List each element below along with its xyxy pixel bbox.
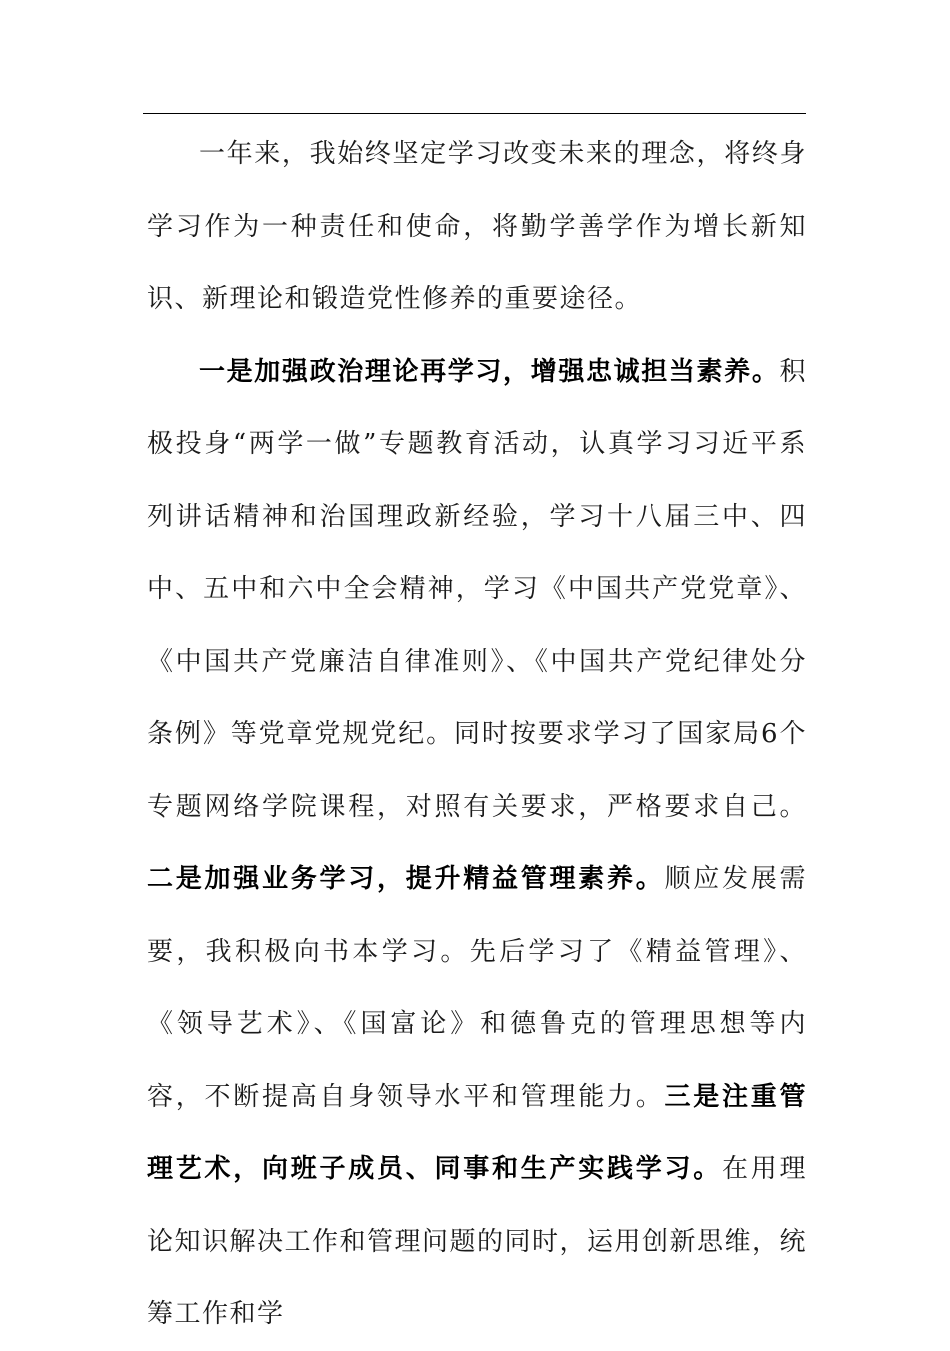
- point-one-text: 积极投身“两学一做”专题教育活动，认真学习习近平系列讲话精神和治国理政新经验，学习十八届三中、四中、五中和六中全会精神，学习《中国共产党党章》、《中国共产党廉洁自律准则》、《中国共产党纪律处分条例》等党章党规党纪。同时按要求学习了国家局6个专题网络学院课程，对照有关要求，严格要求自己。: [147, 356, 807, 822]
- paragraph-intro-text: 一年来，我始终坚定学习改变未来的理念，将终身学习作为一种责任和使命，将勤学善学作为增长新知识、新理论和锻造党性修养的重要途径。: [147, 139, 807, 314]
- paragraph-intro: [147, 118, 807, 336]
- paragraph-study-points: [147, 336, 807, 1351]
- point-three-heading: 三是注重管理艺术，向班子成员、同事和生产实践学习。: [147, 1081, 807, 1184]
- point-two-heading: 二是加强业务学习，提升精益管理素养。: [147, 864, 665, 894]
- point-three-text: 在用理论知识解决工作和管理问题的同时，运用创新思维，统筹工作和学: [147, 1154, 808, 1329]
- document-body: [147, 118, 807, 1351]
- point-two-text: 顺应发展需要，我积极向书本学习。先后学习了《精益管理》、《领导艺术》、《国富论》和德鲁克的管理思想等内容，不断提高自身领导水平和管理能力。: [147, 864, 807, 1112]
- header-rule: [143, 113, 806, 114]
- point-one-heading: 一是加强政治理论再学习，增强忠诚担当素养。: [199, 356, 780, 387]
